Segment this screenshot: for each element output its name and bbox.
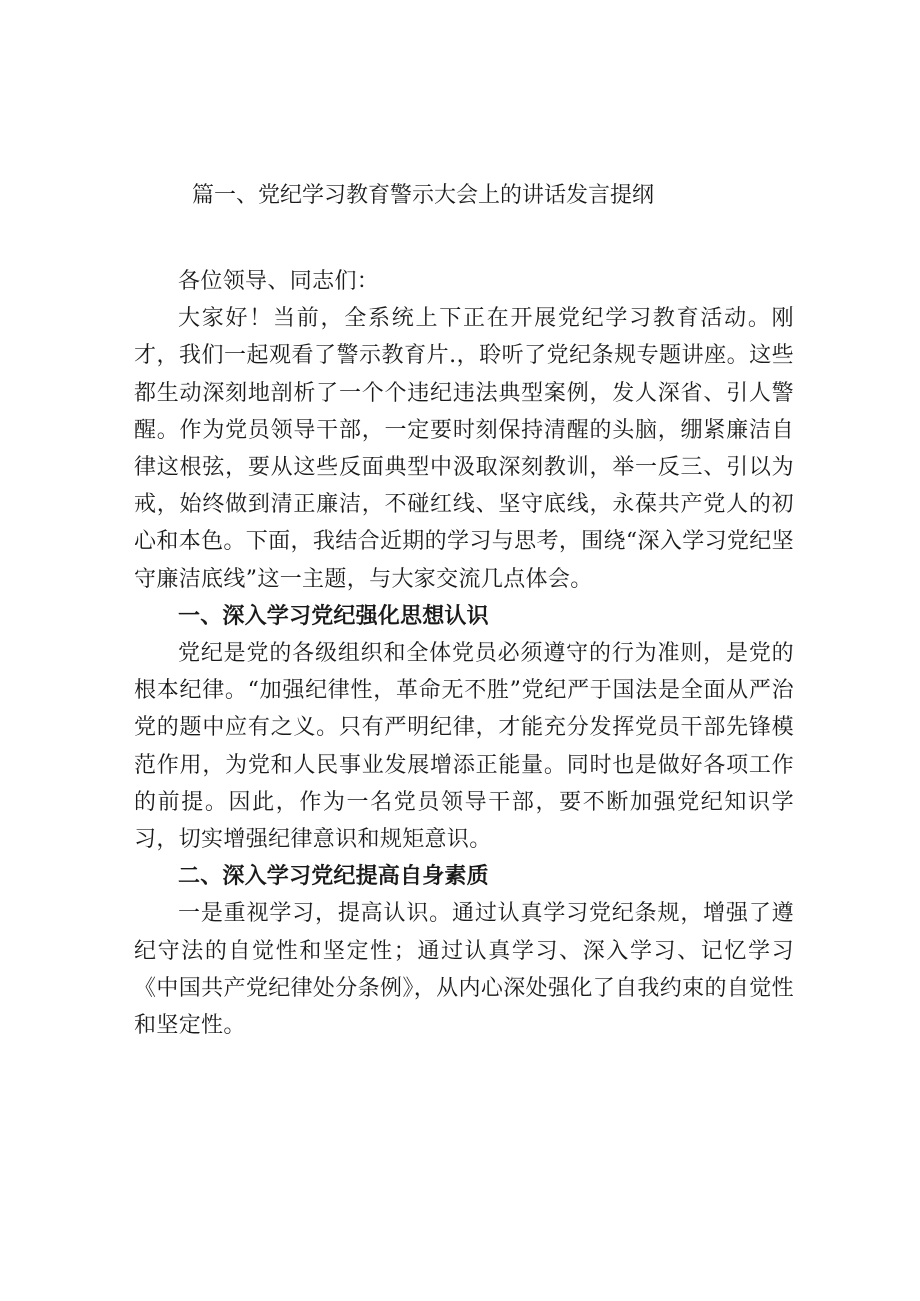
section-1-heading: 一、深入学习党纪强化思想认识 xyxy=(178,603,489,629)
salutation: 各位领导、同志们： xyxy=(178,269,380,294)
section-2-paragraph: 一是重视学习，提高认识。通过认真学习党纪条规，增强了遵纪守法的自觉性和坚定性；通过认真学习、深入学习、记忆学习《中国共产党纪律处分条例》，从内心深处强化了自我约束的自觉性和坚定性。 xyxy=(134,901,794,1039)
section-2-heading: 二、深入学习党纪提高自身素质 xyxy=(178,864,489,890)
document-title: 篇一、党纪学习教育警示大会上的讲话发言提纲 xyxy=(191,183,654,208)
intro-paragraph: 大家好！当前，全系统上下正在开展党纪学习教育活动。刚才，我们一起观看了警示教育片.，聆听了党纪条规专题讲座。这些都生动深刻地剖析了一个个违纪违法典型案例，发人深省、引人警醒。作为党员领导干部，一定要时刻保持清醒的头脑，绷紧廉洁自律这根弦，要从这些反面典型中汲取深刻教训，举一反三、引以为戒，始终做到清正廉洁，不碰红线、坚守底线，永葆共产党人的初心和本色。下面，我结合近期的学习与思考，围绕“深入学习党纪坚守廉洁底线”这一主题，与大家交流几点体会。 xyxy=(134,306,794,592)
document-body xyxy=(134,263,794,1044)
section-1-paragraph: 党纪是党的各级组织和全体党员必须遵守的行为准则，是党的根本纪律。“加强纪律性，革命无不胜”党纪严于国法是全面从严治党的题中应有之义。只有严明纪律，才能充分发挥党员干部先锋模范作用，为党和人民事业发展增添正能量。同时也是做好各项工作的前提。因此，作为一名党员领导干部，要不断加强党纪知识学习，切实增强纪律意识和规矩意识。 xyxy=(134,641,794,853)
